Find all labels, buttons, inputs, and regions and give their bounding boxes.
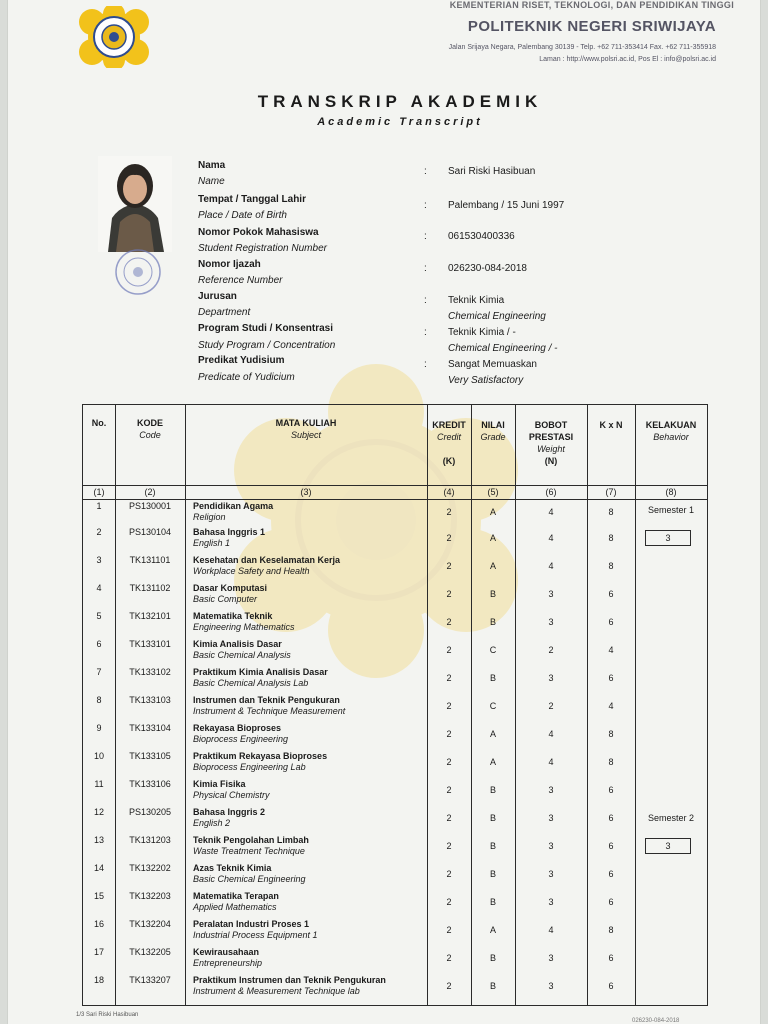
course-weight: 3 xyxy=(548,953,554,963)
course-kxn: 6 xyxy=(608,785,614,795)
course-weight: 4 xyxy=(548,925,554,935)
course-name: Instrumen dan Teknik Pengukuran xyxy=(193,695,340,705)
course-name-en: Bioprocess Engineering Lab xyxy=(193,762,306,772)
course-subject xyxy=(193,555,429,577)
course-credit: 2 xyxy=(446,645,452,655)
column-number: (1) xyxy=(93,487,105,497)
header-grade: NILAI Grade xyxy=(480,420,506,442)
course-code: TK132204 xyxy=(129,919,171,929)
course-name: Matematika Teknik xyxy=(193,611,273,621)
row-number: 11 xyxy=(94,779,104,789)
row-number: 2 xyxy=(96,527,102,537)
semester-label: Semester 2 xyxy=(647,813,695,823)
course-name: Kimia Analisis Dasar xyxy=(193,639,282,649)
course-credit: 2 xyxy=(446,589,452,599)
course-code: TK132101 xyxy=(129,611,171,621)
course-weight: 4 xyxy=(548,757,554,767)
field-birth-value: Palembang / 15 Juni 1997 xyxy=(448,200,565,211)
course-kxn: 8 xyxy=(608,507,614,517)
field-program-label-en: Study Program / Concentration xyxy=(198,340,336,351)
course-credit: 2 xyxy=(446,897,452,907)
table-row xyxy=(83,835,707,863)
field-nim-label-en: Student Registration Number xyxy=(198,243,327,254)
header-subject: MATA KULIAH Subject xyxy=(275,418,337,440)
course-code: PS130001 xyxy=(128,501,172,511)
field-nim-value: 061530400336 xyxy=(448,231,515,242)
column-number: (7) xyxy=(605,487,617,497)
course-grade: C xyxy=(489,645,497,655)
column-number: (5) xyxy=(487,487,499,497)
course-credit: 2 xyxy=(446,561,452,571)
course-name-en: English 1 xyxy=(193,538,231,548)
course-weight: 4 xyxy=(548,507,554,517)
table-row xyxy=(83,611,707,639)
course-kxn: 4 xyxy=(608,645,614,655)
course-code: TK133103 xyxy=(129,695,171,705)
field-program-value-en: Chemical Engineering / - xyxy=(448,343,558,354)
course-code: PS130205 xyxy=(128,807,172,817)
course-credit: 2 xyxy=(446,507,452,517)
course-grade: B xyxy=(489,617,496,627)
course-name: Bahasa Inggris 1 xyxy=(193,527,266,537)
course-kxn: 8 xyxy=(608,561,614,571)
field-department-value: Teknik Kimia xyxy=(448,295,505,306)
course-weight: 4 xyxy=(548,729,554,739)
course-name-en: Applied Mathematics xyxy=(193,902,277,912)
course-name: Praktikum Kimia Analisis Dasar xyxy=(193,667,328,677)
table-row xyxy=(83,863,707,891)
course-name-en: Industrial Process Equipment 1 xyxy=(193,930,318,940)
course-kxn: 6 xyxy=(608,897,614,907)
course-credit: 2 xyxy=(446,813,452,823)
course-name: Pendidikan Agama xyxy=(193,501,274,511)
course-subject xyxy=(193,667,429,689)
row-number: 13 xyxy=(93,835,104,845)
course-credit: 2 xyxy=(446,841,452,851)
course-weight: 3 xyxy=(548,673,554,683)
course-grade: C xyxy=(489,701,497,711)
course-grade: A xyxy=(489,507,496,517)
header-credit: KREDIT Credit (K) xyxy=(432,420,466,466)
course-code: TK132202 xyxy=(129,863,171,873)
course-kxn: 6 xyxy=(608,953,614,963)
field-colon: : xyxy=(424,327,427,338)
table-row xyxy=(83,947,707,975)
table-row xyxy=(83,667,707,695)
course-grade: B xyxy=(489,897,496,907)
course-code: TK133106 xyxy=(129,779,171,789)
course-name: Azas Teknik Kimia xyxy=(193,863,272,873)
course-weight: 4 xyxy=(548,561,554,571)
course-subject xyxy=(193,863,429,885)
row-number: 8 xyxy=(96,695,102,705)
row-number: 1 xyxy=(96,501,102,511)
field-colon: : xyxy=(424,295,427,306)
field-predicate-value: Sangat Memuaskan xyxy=(448,359,537,370)
field-program-value: Teknik Kimia / - xyxy=(448,327,516,338)
course-name-en: Religion xyxy=(193,512,226,522)
course-credit: 2 xyxy=(446,701,452,711)
course-subject xyxy=(193,891,429,913)
course-grade: A xyxy=(489,757,496,767)
course-name-en: Waste Treatment Technique xyxy=(193,846,305,856)
course-kxn: 6 xyxy=(608,673,614,683)
course-name-en: Engineering Mathematics xyxy=(193,622,295,632)
field-colon: : xyxy=(424,359,427,370)
course-credit: 2 xyxy=(446,785,452,795)
table-row xyxy=(83,723,707,751)
table-row xyxy=(83,891,707,919)
course-name: Kimia Fisika xyxy=(193,779,246,789)
course-kxn: 8 xyxy=(608,757,614,767)
field-name-label: Nama xyxy=(198,160,226,171)
course-subject xyxy=(193,751,429,773)
column-number: (3) xyxy=(300,487,312,497)
course-code: TK133102 xyxy=(129,667,171,677)
course-weight: 2 xyxy=(548,701,554,711)
field-department-value-en: Chemical Engineering xyxy=(448,311,546,322)
course-name: Rekayasa Bioproses xyxy=(193,723,282,733)
row-number: 7 xyxy=(96,667,102,677)
course-grade: B xyxy=(489,673,496,683)
course-credit: 2 xyxy=(446,757,452,767)
course-grade: A xyxy=(489,729,496,739)
course-kxn: 8 xyxy=(608,729,614,739)
course-subject xyxy=(193,695,429,717)
course-grade: B xyxy=(489,869,496,879)
document-title: TRANSKRIP AKADEMIK xyxy=(257,92,543,111)
course-name-en: Basic Chemical Engineering xyxy=(193,874,306,884)
header-code: KODE Code xyxy=(136,418,163,440)
course-subject xyxy=(193,835,429,857)
institution-contact: Laman : http://www.polsri.ac.id, Pos El : info@polsri.ac.id xyxy=(539,56,716,63)
course-subject xyxy=(193,919,429,941)
course-grade: A xyxy=(489,533,496,543)
course-name: Teknik Pengolahan Limbah xyxy=(193,835,309,845)
table-row xyxy=(83,639,707,667)
course-weight: 3 xyxy=(548,897,554,907)
row-number: 17 xyxy=(93,947,104,957)
table-row xyxy=(83,583,707,611)
column-number: (6) xyxy=(545,487,557,497)
semester-behavior-score: 3 xyxy=(645,530,691,546)
course-credit: 2 xyxy=(446,869,452,879)
row-number: 16 xyxy=(93,919,104,929)
course-name: Kewirausahaan xyxy=(193,947,260,957)
field-certificate-label-en: Reference Number xyxy=(198,275,283,286)
course-credit: 2 xyxy=(446,925,452,935)
course-name-en: Bioprocess Engineering xyxy=(193,734,289,744)
field-department-label-en: Department xyxy=(198,307,251,318)
field-birth-label: Tempat / Tanggal Lahir xyxy=(198,194,306,205)
course-name-en: Physical Chemistry xyxy=(193,790,270,800)
course-name-en: Basic Chemical Analysis Lab xyxy=(193,678,309,688)
table-row xyxy=(83,779,707,807)
ministry-header: KEMENTERIAN RISET, TEKNOLOGI, DAN PENDIDIKAN TINGGI xyxy=(449,0,734,10)
course-credit: 2 xyxy=(446,617,452,627)
semester-label: Semester 1 xyxy=(647,505,695,515)
course-code: TK132205 xyxy=(129,947,171,957)
table-row xyxy=(83,555,707,583)
row-number: 10 xyxy=(93,751,104,761)
field-birth-label-en: Place / Date of Birth xyxy=(198,210,287,221)
field-certificate-label: Nomor Ijazah xyxy=(198,259,261,270)
course-credit: 2 xyxy=(446,953,452,963)
course-weight: 3 xyxy=(548,841,554,851)
header-no: No. xyxy=(91,418,107,428)
course-kxn: 8 xyxy=(608,533,614,543)
course-kxn: 6 xyxy=(608,813,614,823)
course-kxn: 6 xyxy=(608,981,614,991)
table-row xyxy=(83,751,707,779)
course-grade: B xyxy=(489,981,496,991)
course-grade: A xyxy=(489,925,496,935)
semester-behavior-score: 3 xyxy=(645,838,691,854)
course-kxn: 6 xyxy=(608,589,614,599)
field-program-label: Program Studi / Konsentrasi xyxy=(198,323,334,334)
course-name-en: Instrument & Measurement Technique lab xyxy=(193,986,360,996)
course-weight: 4 xyxy=(548,533,554,543)
document-subtitle: Academic Transcript xyxy=(317,116,483,128)
row-number: 12 xyxy=(93,807,104,817)
course-weight: 3 xyxy=(548,617,554,627)
field-predicate-value-en: Very Satisfactory xyxy=(448,375,524,386)
course-subject xyxy=(193,611,429,633)
field-name-label-en: Name xyxy=(198,176,225,187)
course-name: Dasar Komputasi xyxy=(193,583,268,593)
institution-name: POLITEKNIK NEGERI SRIWIJAYA xyxy=(467,18,716,35)
official-stamp xyxy=(100,246,184,298)
course-name: Peralatan Industri Proses 1 xyxy=(193,919,310,929)
institution-logo xyxy=(70,6,158,68)
table-row xyxy=(83,501,707,529)
header-weight: BOBOT PRESTASI Weight (N) xyxy=(528,420,574,466)
course-subject xyxy=(193,975,429,997)
column-number: (8) xyxy=(665,487,677,497)
course-name: Praktikum Rekayasa Bioproses xyxy=(193,751,328,761)
course-name: Bahasa Inggris 2 xyxy=(193,807,266,817)
row-number: 4 xyxy=(96,583,102,593)
course-name-en: Instrument & Technique Measurement xyxy=(193,706,346,716)
course-grade: B xyxy=(489,785,496,795)
course-name-en: Basic Chemical Analysis xyxy=(193,650,291,660)
course-subject xyxy=(193,501,429,523)
course-name-en: Entrepreneurship xyxy=(193,958,263,968)
field-colon: : xyxy=(424,200,427,211)
table-row xyxy=(83,975,707,1003)
course-credit: 2 xyxy=(446,673,452,683)
course-name-en: Workplace Safety and Health xyxy=(193,566,310,576)
row-number: 6 xyxy=(96,639,102,649)
course-credit: 2 xyxy=(446,981,452,991)
course-name: Matematika Terapan xyxy=(193,891,279,901)
course-credit: 2 xyxy=(446,729,452,739)
course-subject xyxy=(193,583,429,605)
course-credit: 2 xyxy=(446,533,452,543)
course-name: Praktikum Instrumen dan Teknik Pengukuran xyxy=(193,975,386,985)
table-row xyxy=(83,695,707,723)
course-subject xyxy=(193,639,429,661)
course-weight: 3 xyxy=(548,981,554,991)
row-number: 5 xyxy=(96,611,102,621)
course-code: TK132203 xyxy=(129,891,171,901)
field-name-value: Sari Riski Hasibuan xyxy=(448,166,536,177)
row-number: 15 xyxy=(93,891,104,901)
row-number: 14 xyxy=(93,863,104,873)
course-kxn: 4 xyxy=(608,701,614,711)
field-certificate-value: 026230-084-2018 xyxy=(448,263,527,274)
course-grade: B xyxy=(489,841,496,851)
row-number: 18 xyxy=(93,975,104,985)
course-weight: 3 xyxy=(548,813,554,823)
course-kxn: 6 xyxy=(608,617,614,627)
course-grade: A xyxy=(489,561,496,571)
column-number: (4) xyxy=(443,487,455,497)
course-code: TK133207 xyxy=(129,975,171,985)
course-subject xyxy=(193,723,429,745)
course-code: TK133101 xyxy=(129,639,171,649)
course-weight: 2 xyxy=(548,645,554,655)
course-name: Kesehatan dan Keselamatan Kerja xyxy=(193,555,341,565)
row-number: 9 xyxy=(96,723,102,733)
course-grade: B xyxy=(489,813,496,823)
course-name-en: English 2 xyxy=(193,818,231,828)
course-code: TK131203 xyxy=(129,835,171,845)
course-weight: 3 xyxy=(548,785,554,795)
course-name-en: Basic Computer xyxy=(193,594,258,604)
course-subject xyxy=(193,779,429,801)
institution-address: Jalan Srijaya Negara, Palembang 30139 - Telp. +62 711-353414 Fax. +62 711-355918 xyxy=(448,44,716,51)
table-row xyxy=(83,919,707,947)
field-predicate-label-en: Predicate of Yudicium xyxy=(198,372,295,383)
page-footer: 1/3 Sari Riski Hasibuan xyxy=(76,1012,139,1018)
course-code: TK133105 xyxy=(129,751,171,761)
row-number: 3 xyxy=(96,555,102,565)
grades-table xyxy=(82,404,708,1006)
column-number: (2) xyxy=(144,487,156,497)
field-colon: : xyxy=(424,263,427,274)
course-subject xyxy=(193,527,429,549)
header-behavior: KELAKUAN Behavior xyxy=(645,420,697,442)
field-nim-label: Nomor Pokok Mahasiswa xyxy=(198,227,319,238)
course-code: TK133104 xyxy=(129,723,171,733)
course-code: PS130104 xyxy=(128,527,172,537)
table-row xyxy=(83,807,707,835)
transcript-page xyxy=(8,0,760,1024)
course-subject xyxy=(193,947,429,969)
field-colon: : xyxy=(424,166,427,177)
course-grade: B xyxy=(489,953,496,963)
course-code: TK131102 xyxy=(129,583,171,593)
course-grade: B xyxy=(489,589,496,599)
header-kxn: K x N xyxy=(599,420,623,430)
course-subject xyxy=(193,807,429,829)
course-kxn: 6 xyxy=(608,841,614,851)
student-photo xyxy=(98,156,172,252)
course-weight: 3 xyxy=(548,869,554,879)
field-department-label: Jurusan xyxy=(198,291,237,302)
field-predicate-label: Predikat Yudisium xyxy=(198,355,285,366)
table-row xyxy=(83,527,707,555)
course-code: TK131101 xyxy=(129,555,171,565)
course-kxn: 6 xyxy=(608,869,614,879)
reference-footer: 026230-084-2018 xyxy=(632,1018,680,1024)
course-weight: 3 xyxy=(548,589,554,599)
course-kxn: 8 xyxy=(608,925,614,935)
field-colon: : xyxy=(424,231,427,242)
